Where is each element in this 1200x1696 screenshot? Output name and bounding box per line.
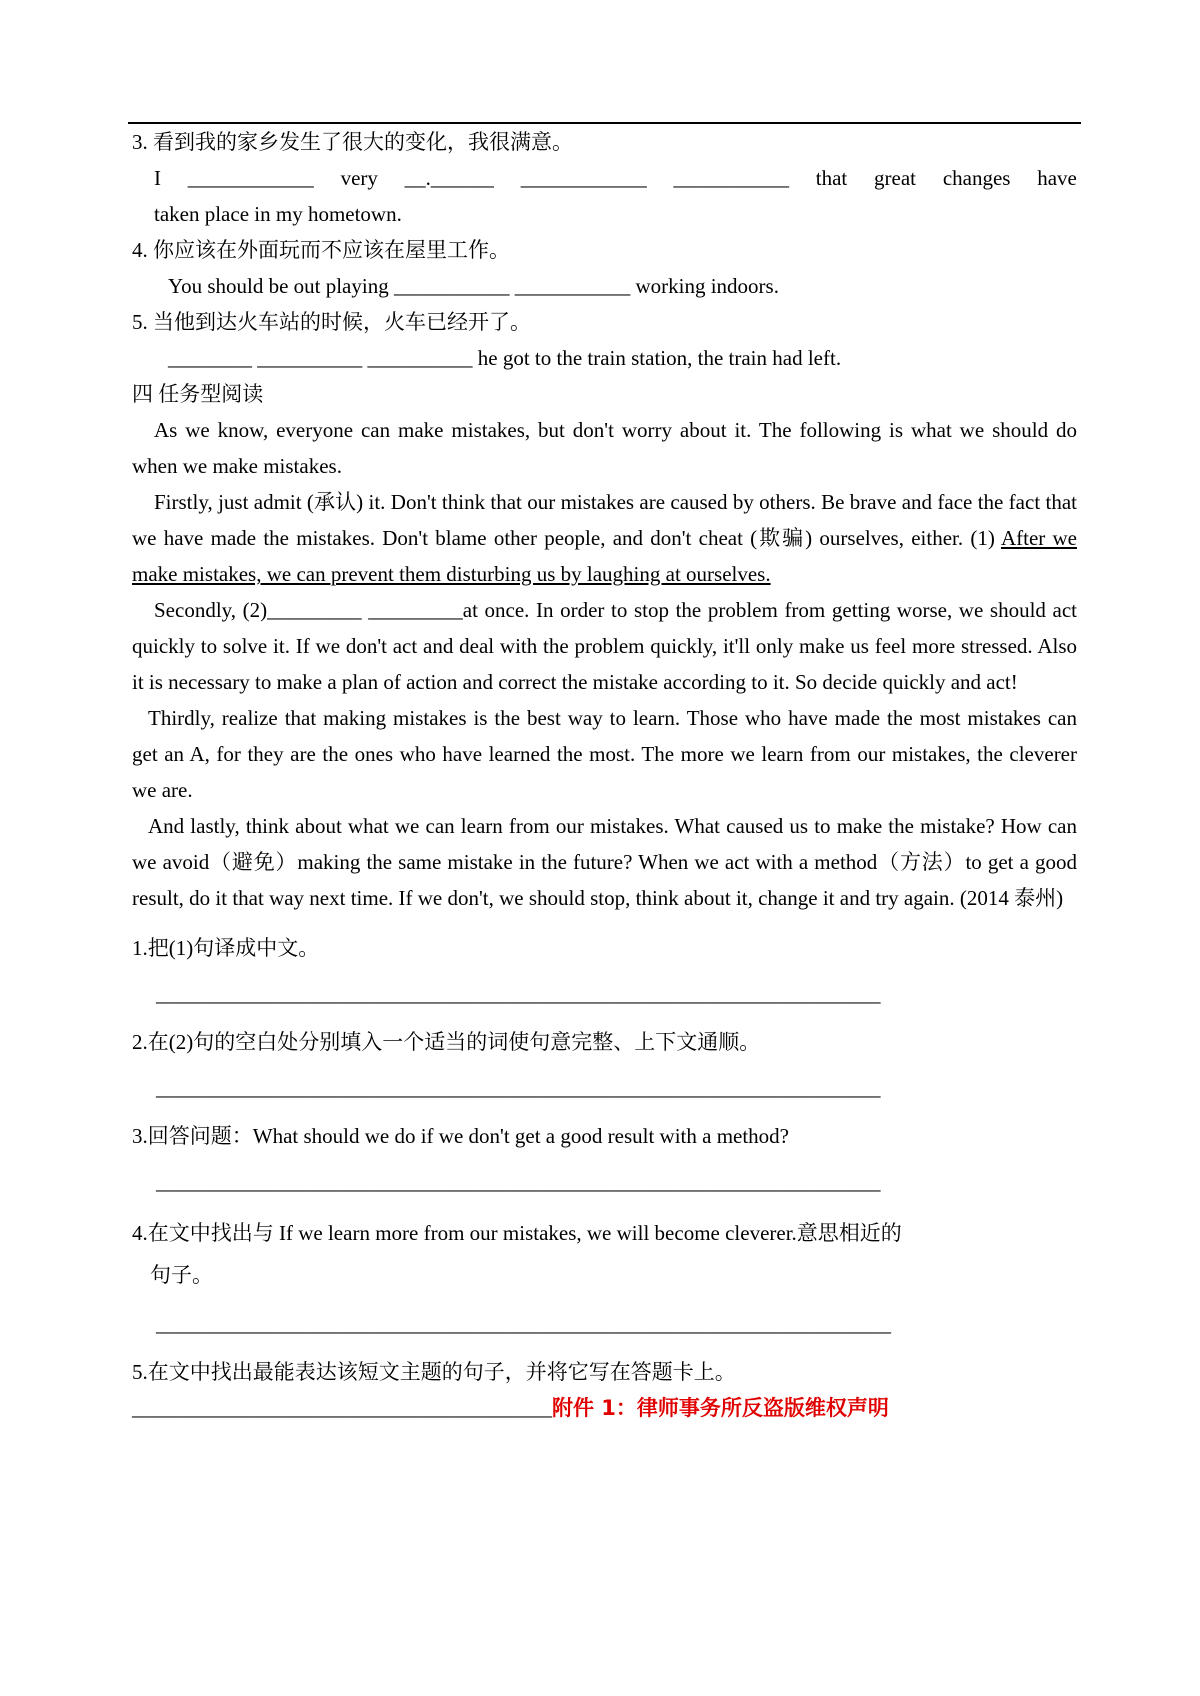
underlined-sentence-1: After we make mistakes, we can prevent them disturbing us by laughing at ourselves. bbox=[132, 526, 1077, 586]
question-5-answer-line: ________________________________________ bbox=[132, 1396, 552, 1420]
translation-q5-answer: ________ __________ __________ he got to the train station, the train had left. bbox=[168, 346, 842, 370]
worksheet-page bbox=[132, 124, 1077, 1426]
question-4-prompt-continuation: 句子。 bbox=[150, 1263, 213, 1287]
passage-paragraph-3: Secondly, (2)_________ _________at once. In order to stop the problem from getting worse, we should act quickly to solve it. If we don't act and deal with the problem quickly, it'll only make us feel more stressed. Also it is necessary to make a plan of action and correct the mistake according to it. So decide quickly and act! bbox=[132, 598, 1077, 694]
blank: ____________ bbox=[520, 166, 647, 190]
word: great bbox=[874, 166, 917, 190]
passage-paragraph-4: Thirdly, realize that making mistakes is the best way to learn. Those who have made the most mistakes can get an A, for they are the ones who have learned the most. The more we learn from our mistakes, the cleverer we are. bbox=[132, 706, 1077, 802]
question-1-answer-line: _____________________________________________________________________ bbox=[156, 982, 881, 1006]
passage-paragraph-2 bbox=[132, 484, 1077, 592]
question-3-prompt: 3.回答问题：What should we do if we don't get a good result with a method? bbox=[132, 1124, 789, 1148]
question-5-answer-row bbox=[132, 1390, 1077, 1426]
translation-q3-prompt: 3. 看到我的家乡发生了很大的变化，我很满意。 bbox=[132, 130, 573, 154]
translation-q4-answer: You should be out playing ___________ ___________ working indoors. bbox=[168, 274, 779, 298]
blank: __.______ bbox=[404, 166, 494, 190]
question-2-answer-line: _____________________________________________________________________ bbox=[156, 1076, 881, 1100]
translation-q4-prompt: 4. 你应该在外面玩而不应该在屋里工作。 bbox=[132, 238, 510, 262]
word: changes bbox=[942, 166, 1011, 190]
word: have bbox=[1037, 166, 1077, 190]
passage-paragraph-2-text: Firstly, just admit (承认) it. Don't think that our mistakes are caused by others. Be brave and face the fact that we have made the mistakes. Don't blame other people, and don't cheat (欺骗) ourselves, either. (1) bbox=[132, 490, 1077, 550]
attachment-notice: 附件 1：律师事务所反盗版维权声明 bbox=[552, 1396, 889, 1420]
translation-q3-answer-line bbox=[132, 160, 1077, 196]
blank: ____________ bbox=[187, 166, 314, 190]
question-2-prompt: 2.在(2)句的空白处分别填入一个适当的词使句意完整、上下文通顺。 bbox=[132, 1030, 761, 1054]
passage-paragraph-5: And lastly, think about what we can learn from our mistakes. What caused us to make the mistake? How can we avoid（避免）making the same mistake in the future? When we act with a method（方法）to get a good result, do it that way next time. If we don't, we should stop, think about it, change it and try again. (2014 泰州) bbox=[132, 814, 1077, 910]
word: I bbox=[154, 166, 161, 190]
translation-q3-continuation: taken place in my hometown. bbox=[154, 202, 402, 226]
question-1-prompt: 1.把(1)句译成中文。 bbox=[132, 936, 320, 960]
section-heading: 四 任务型阅读 bbox=[132, 382, 264, 406]
question-4-prompt: 4.在文中找出与 If we learn more from our mistakes, we will become cleverer.意思相近的 bbox=[132, 1221, 902, 1245]
passage-paragraph-1: As we know, everyone can make mistakes, but don't worry about it. The following is what we should do when we make mistakes. bbox=[132, 418, 1077, 478]
question-3-answer-line: _____________________________________________________________________ bbox=[156, 1170, 881, 1194]
word: very bbox=[340, 166, 378, 190]
translation-q5-prompt: 5. 当他到达火车站的时候，火车已经开了。 bbox=[132, 310, 531, 334]
word: that bbox=[815, 166, 848, 190]
question-5-prompt: 5.在文中找出最能表达该短文主题的句子，并将它写在答题卡上。 bbox=[132, 1360, 736, 1384]
blank: ___________ bbox=[673, 166, 789, 190]
question-4-answer-line: ______________________________________________________________________ bbox=[156, 1312, 891, 1336]
